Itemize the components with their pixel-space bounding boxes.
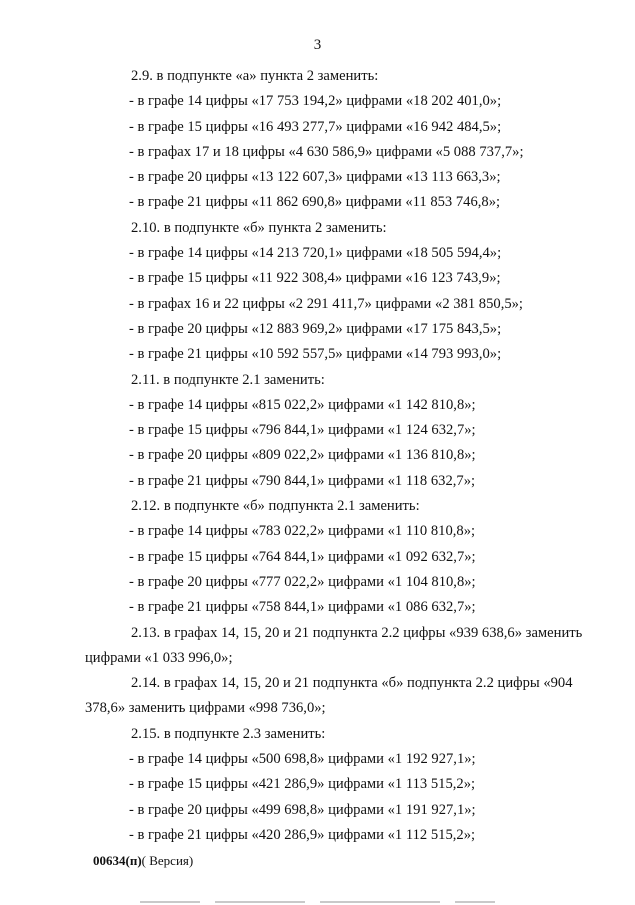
page-number: 3 — [313, 37, 322, 53]
list-item: - в графе 15 цифры «421 286,9» цифрами «1 113 515,2»; — [129, 776, 476, 793]
section-heading: 2.15. в подпункте 2.3 заменить: — [131, 725, 326, 742]
list-item: - в графе 20 цифры «777 022,2» цифрами «1 104 810,8»; — [129, 573, 476, 590]
paragraph-line: цифрами «1 033 996,0»; — [85, 649, 233, 666]
list-item: - в графе 15 цифры «796 844,1» цифрами «1 124 632,7»; — [129, 422, 476, 439]
list-item: - в графе 14 цифры «783 022,2» цифрами «1 110 810,8»; — [129, 523, 476, 540]
list-item: - в графе 20 цифры «499 698,8» цифрами «1 191 927,1»; — [129, 801, 476, 818]
section-heading: 2.12. в подпункте «б» подпункта 2.1 заменить: — [131, 498, 420, 515]
list-item: - в графе 14 цифры «815 022,2» цифрами «1 142 810,8»; — [129, 396, 476, 413]
list-item: - в графе 21 цифры «790 844,1» цифрами «1 118 632,7»; — [129, 472, 476, 489]
list-item: - в графе 14 цифры «14 213 720,1» цифрами «18 505 594,4»; — [129, 245, 502, 262]
document-version: ( Версия) — [141, 853, 194, 868]
list-item: - в графе 21 цифры «11 862 690,8» цифрами «11 853 746,8»; — [129, 194, 501, 211]
list-item: - в графе 21 цифры «758 844,1» цифрами «1 086 632,7»; — [129, 599, 476, 616]
paragraph-line: 2.13. в графах 14, 15, 20 и 21 подпункта 2.2 цифры «939 638,6» заменить — [131, 624, 583, 641]
section-heading: 2.9. в подпункте «а» пункта 2 заменить: — [131, 68, 379, 84]
list-item: - в графе 15 цифры «764 844,1» цифрами «1 092 632,7»; — [129, 548, 476, 565]
list-item: - в графе 20 цифры «13 122 607,3» цифрами «13 113 663,3»; — [129, 169, 501, 186]
scan-edge-marks — [0, 899, 635, 905]
list-item: - в графе 15 цифры «16 493 277,7» цифрами «16 942 484,5»; — [129, 118, 502, 135]
document-footer — [93, 853, 193, 869]
list-item: - в графах 16 и 22 цифры «2 291 411,7» цифрами «2 381 850,5»; — [129, 295, 523, 312]
list-item: - в графе 20 цифры «809 022,2» цифрами «1 136 810,8»; — [129, 447, 476, 464]
document-body — [85, 64, 605, 848]
list-item: - в графе 21 цифры «10 592 557,5» цифрами «14 793 993,0»; — [129, 346, 502, 363]
list-item: - в графах 17 и 18 цифры «4 630 586,9» цифрами «5 088 737,7»; — [129, 143, 524, 160]
list-item: - в графе 21 цифры «420 286,9» цифрами «1 112 515,2»; — [129, 826, 476, 843]
paragraph-line: 378,6» заменить цифрами «998 736,0»; — [85, 700, 326, 717]
list-item: - в графе 14 цифры «17 753 194,2» цифрами «18 202 401,0»; — [129, 93, 502, 110]
document-code: 00634(п) — [93, 853, 142, 868]
list-item: - в графе 14 цифры «500 698,8» цифрами «1 192 927,1»; — [129, 751, 476, 768]
list-item: - в графе 20 цифры «12 883 969,2» цифрами «17 175 843,5»; — [129, 320, 502, 337]
section-heading: 2.11. в подпункте 2.1 заменить: — [131, 371, 325, 388]
list-item: - в графе 15 цифры «11 922 308,4» цифрами «16 123 743,9»; — [129, 270, 501, 287]
paragraph-line: 2.14. в графах 14, 15, 20 и 21 подпункта «б» подпункта 2.2 цифры «904 — [131, 675, 573, 692]
section-heading: 2.10. в подпункте «б» пункта 2 заменить: — [131, 219, 387, 236]
